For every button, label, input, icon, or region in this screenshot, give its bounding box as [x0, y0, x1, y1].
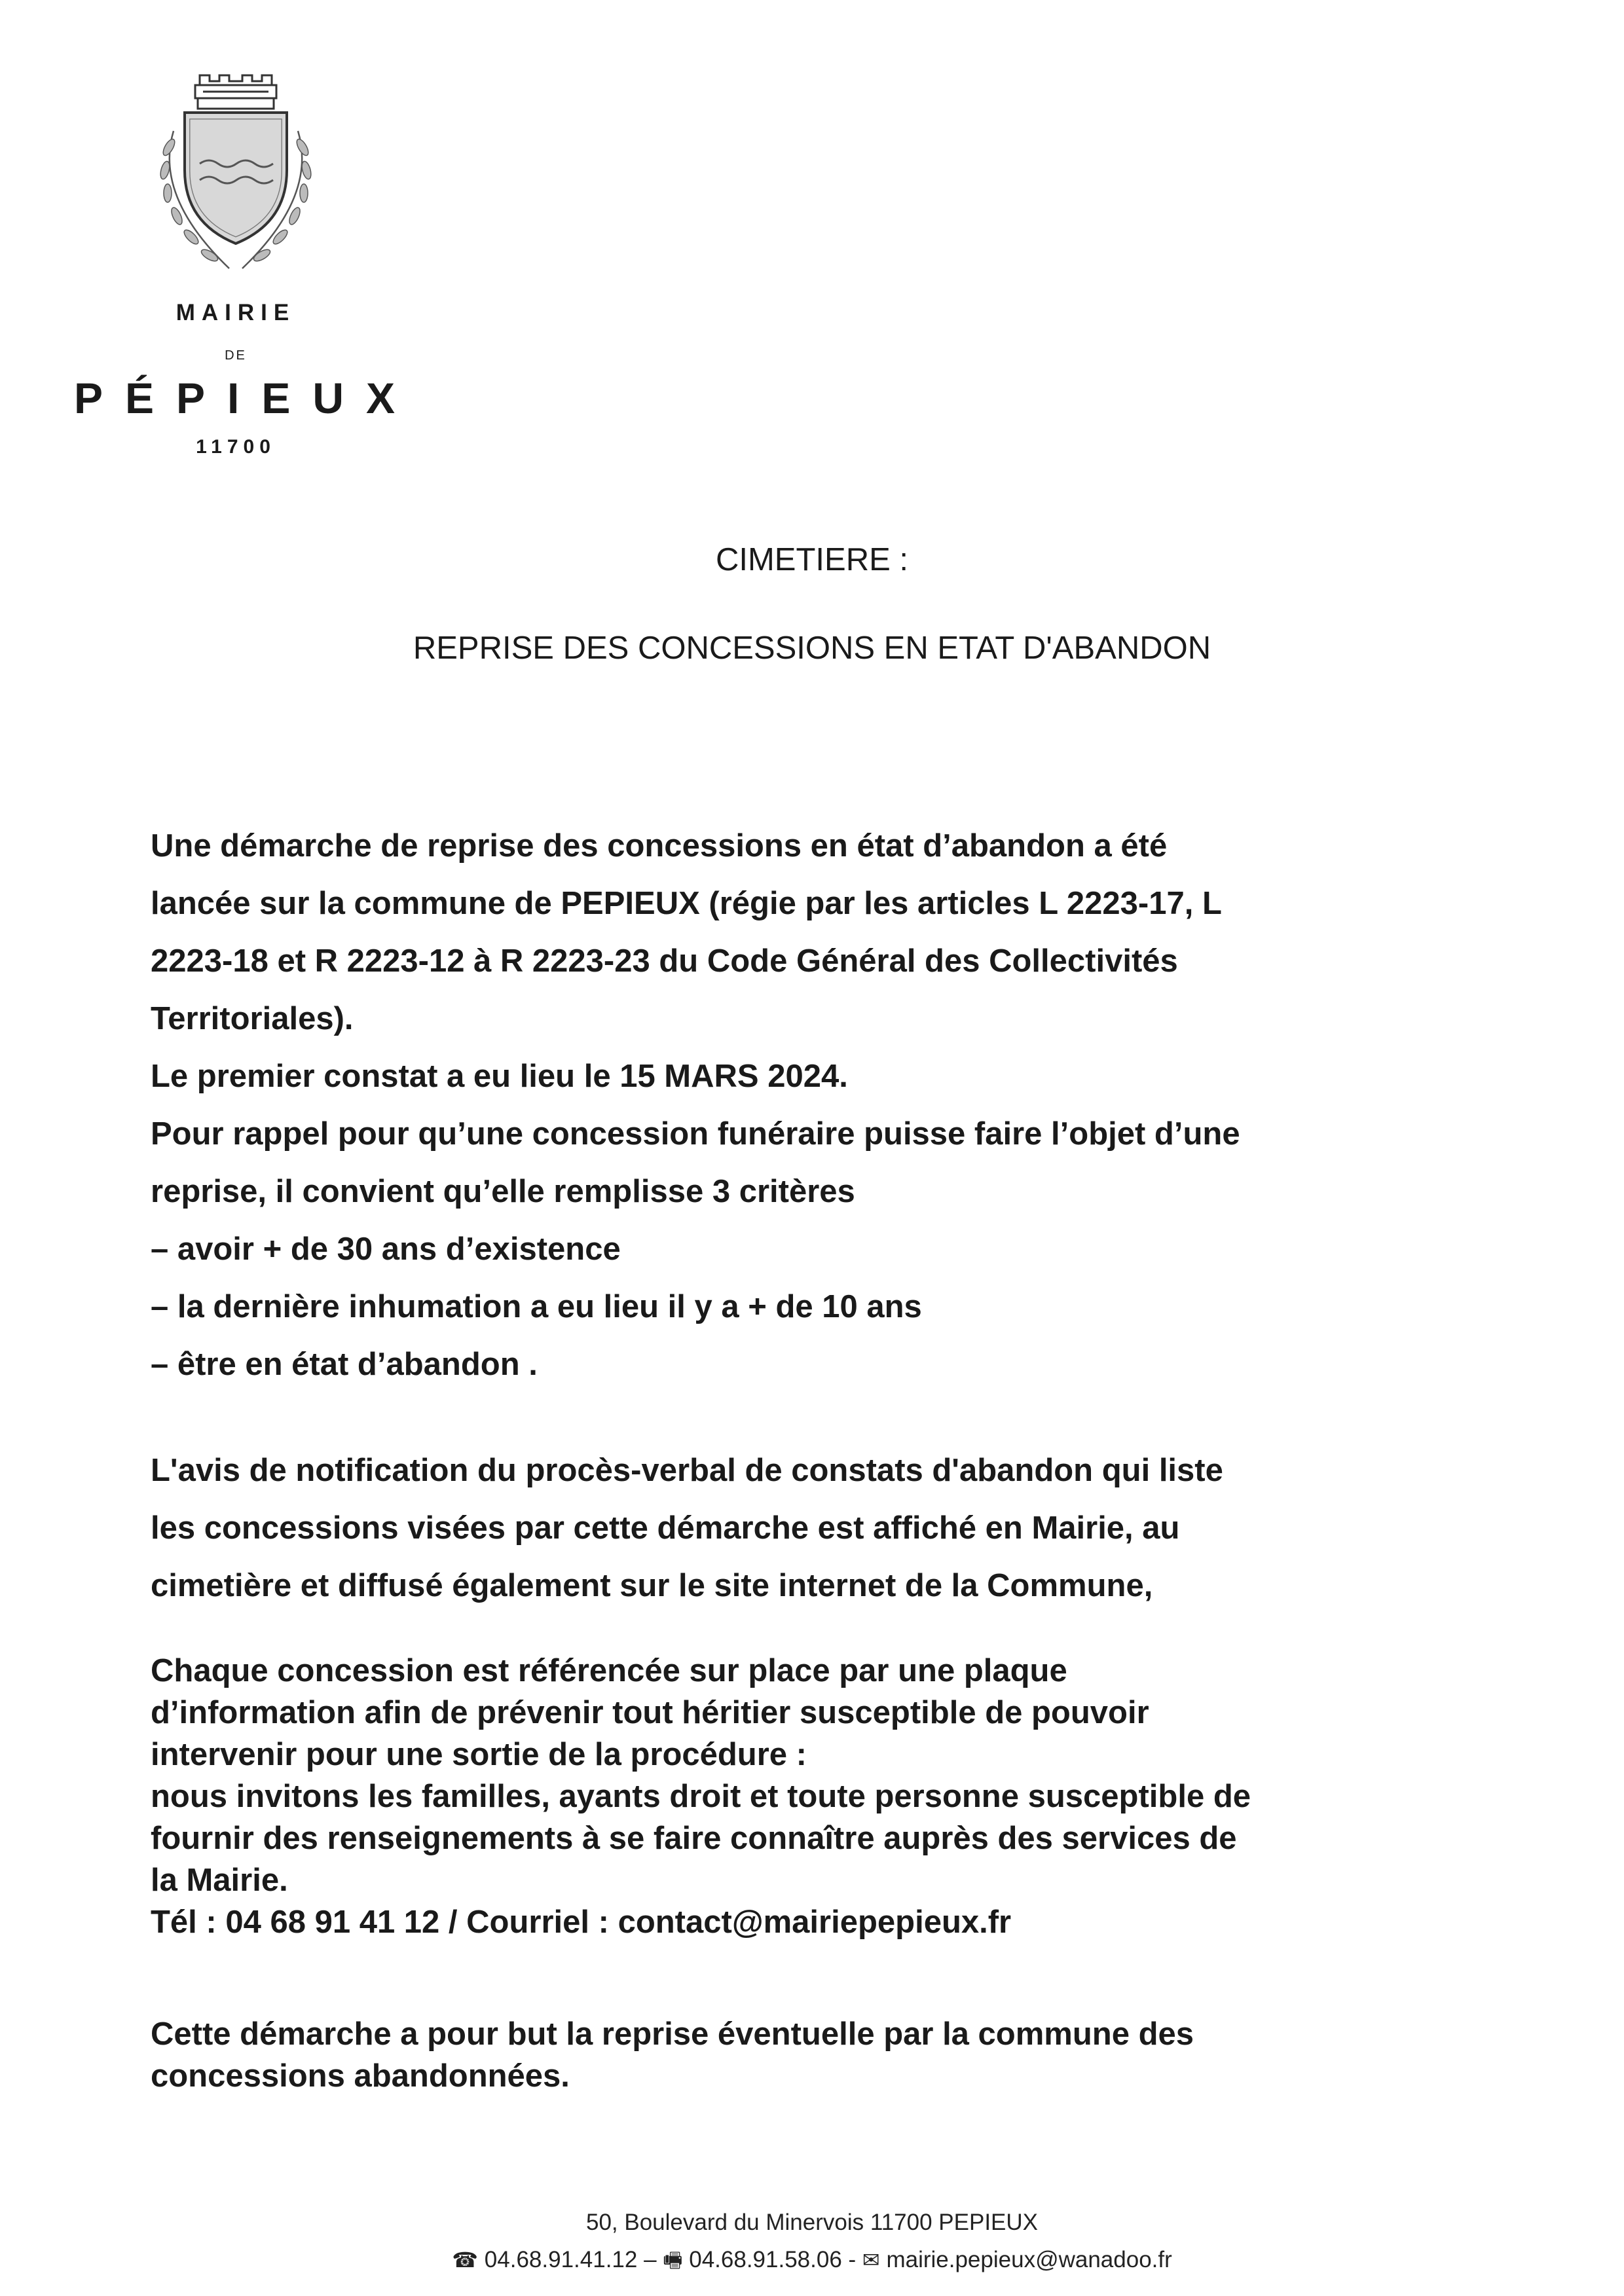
mail-icon: ✉: [862, 2248, 880, 2272]
text-line: intervenir pour une sortie de la procédure :: [151, 1737, 807, 1772]
paragraph-announcement: [151, 817, 1513, 1393]
org-town-name: PÉPIEUX: [73, 374, 418, 422]
text-line: cimetière et diffusé également sur le site internet de la Commune,: [151, 1568, 1153, 1603]
coat-of-arms-icon: [138, 72, 334, 282]
paragraph-notification: [151, 1442, 1513, 1614]
org-name-de: DE: [225, 348, 247, 363]
phone-icon: ☎: [452, 2248, 479, 2272]
text-line: d’information afin de prévenir tout héritier susceptible de pouvoir: [151, 1695, 1149, 1730]
text-line: 2223-18 et R 2223-12 à R 2223-23 du Code Général des Collectivités: [151, 943, 1178, 979]
footer-email: mairie.pepieux@wanadoo.fr: [886, 2247, 1172, 2272]
criteria-item: – être en état d’abandon .: [151, 1347, 538, 1382]
document-subtitle: REPRISE DES CONCESSIONS EN ETAT D'ABANDON: [413, 630, 1211, 666]
footer-separator: –: [637, 2247, 663, 2272]
document-title: CIMETIERE :: [715, 542, 909, 577]
fax-icon: 🖷: [663, 2248, 683, 2272]
text-line: lancée sur la commune de PEPIEUX (régie par les articles L 2223-17, L: [151, 886, 1222, 921]
text-line: Cette démarche a pour but la reprise éventuelle par la commune des: [151, 2016, 1194, 2052]
text-line: Le premier constat a eu lieu le 15 MARS 2024.: [151, 1059, 848, 1094]
text-line: fournir des renseignements à se faire connaître auprès des services de: [151, 1821, 1237, 1856]
footer-phone: 04.68.91.41.12: [484, 2247, 638, 2272]
contact-line: Tél : 04 68 91 41 12 / Courriel : contact@mairiepepieux.fr: [151, 1904, 1012, 1940]
org-name-mairie: MAIRIE: [175, 300, 296, 325]
text-line: la Mairie.: [151, 1863, 288, 1898]
paragraph-purpose: [151, 2013, 1513, 2097]
text-line: Chaque concession est référencée sur place par une plaque: [151, 1653, 1067, 1688]
text-line: nous invitons les familles, ayants droit et toute personne susceptible de: [151, 1779, 1251, 1814]
text-line: les concessions visées par cette démarche est affiché en Mairie, au: [151, 1510, 1180, 1546]
footer-fax: 04.68.91.58.06: [689, 2247, 842, 2272]
footer-separator: -: [841, 2247, 862, 2272]
paragraph-invitation: [151, 1650, 1513, 1943]
text-line: concessions abandonnées.: [151, 2058, 570, 2094]
criteria-item: – la dernière inhumation a eu lieu il y a + de 10 ans: [151, 1289, 922, 1324]
org-postal-code: 11700: [196, 436, 276, 458]
text-line: Une démarche de reprise des concessions en état d’abandon a été: [151, 828, 1168, 864]
text-line: Territoriales).: [151, 1001, 354, 1036]
text-line: Pour rappel pour qu’une concession funéraire puisse faire l’objet d’une: [151, 1116, 1240, 1152]
footer-contact: [0, 2246, 1624, 2281]
footer-address: 50, Boulevard du Minervois 11700 PEPIEUX: [585, 2210, 1039, 2235]
text-line: reprise, il convient qu’elle remplisse 3 critères: [151, 1174, 855, 1209]
text-line: L'avis de notification du procès-verbal de constats d'abandon qui liste: [151, 1453, 1223, 1488]
criteria-item: – avoir + de 30 ans d’existence: [151, 1231, 621, 1267]
